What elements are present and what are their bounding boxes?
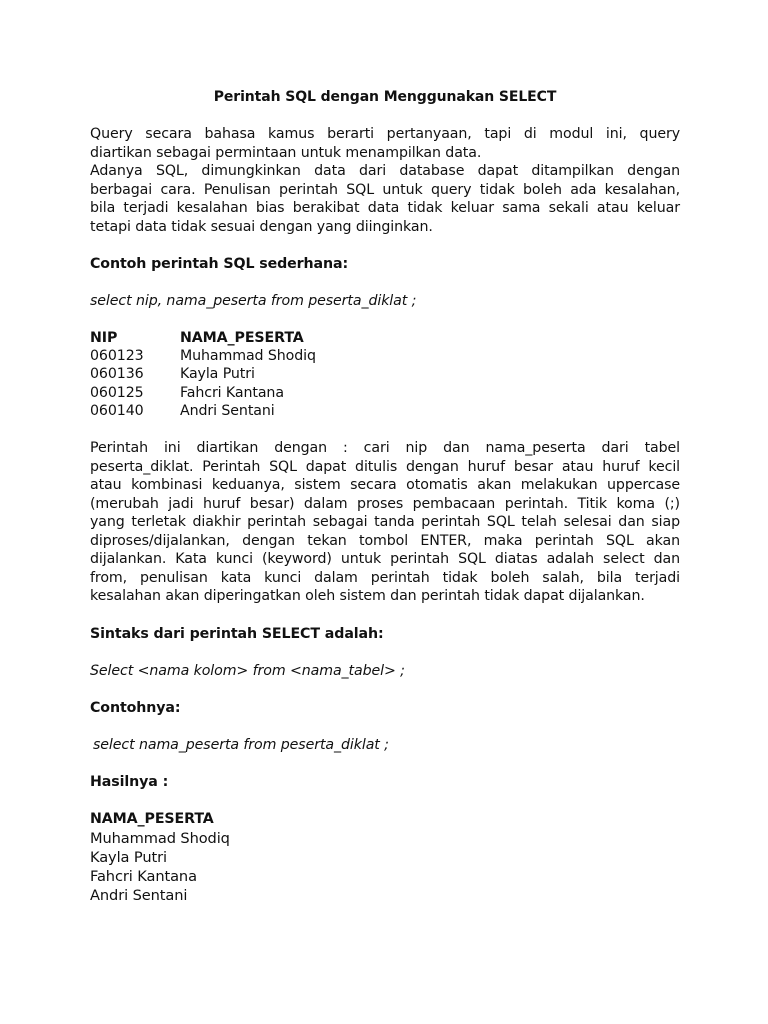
syntax-heading: Sintaks dari perintah SELECT adalah:	[90, 625, 384, 642]
list-item: Fahcri Kantana	[90, 867, 197, 885]
result-heading: Hasilnya :	[90, 773, 169, 790]
intro-line: diartikan sebagai permintaan untuk menampilkan data.	[90, 144, 482, 161]
intro-line: Query secara bahasa kamus berarti pertanyaan, tapi di modul ini, query	[90, 126, 680, 142]
column-header-nama: NAMA_PESERTA	[180, 330, 304, 346]
intro-paragraph	[90, 125, 680, 236]
list-item: Muhammad Shodiq	[90, 829, 230, 847]
table-cell-nama: Andri Sentani	[180, 402, 275, 419]
column-header-nip: NIP	[90, 330, 118, 346]
intro-line: bila terjadi kesalahan bias berakibat data tidak keluar sama sekali atau keluar	[90, 200, 680, 216]
intro-line: tetapi data tidak sesuai dengan yang diinginkan.	[90, 218, 433, 235]
table-cell-nama: Kayla Putri	[180, 366, 255, 383]
table-cell-nip: 060125	[90, 384, 144, 401]
table-row	[90, 402, 680, 420]
explanation-line: yang terletak diakhir perintah sebagai tanda perintah SQL telah selesai dan siap	[90, 514, 680, 531]
example-heading: Contoh perintah SQL sederhana:	[90, 256, 349, 272]
table-cell-nama: Muhammad Shodiq	[180, 348, 316, 365]
table-cell-nip: 060140	[90, 402, 144, 419]
explanation-line: diproses/dijalankan, dengan tekan tombol ENTER, maka perintah SQL akan	[90, 532, 680, 549]
explanation-line: dijalankan. Kata kunci (keyword) untuk perintah SQL diatas adalah select dan	[90, 551, 680, 568]
intro-line: berbagai cara. Penulisan perintah SQL untuk query tidak boleh ada kesalahan,	[90, 181, 680, 198]
example2-heading: Contohnya:	[90, 699, 181, 716]
intro-line: Adanya SQL, dimungkinkan data dari database dapat ditampilkan dengan	[90, 163, 680, 179]
result-list	[90, 810, 680, 905]
table-row	[90, 347, 680, 365]
explanation-line: atau kombinasi keduanya, sistem secara otomatis akan melakukan uppercase	[90, 477, 680, 494]
explanation-line: from, penulisan kata kunci dalam perintah tidak boleh salah, bila terjadi	[90, 569, 680, 586]
list-item: Andri Sentani	[90, 886, 188, 904]
table-cell-nama: Fahcri Kantana	[180, 384, 284, 401]
explanation-line: (merubah jadi huruf besar) dalam proses pembacaan perintah. Titik koma (;)	[90, 495, 680, 512]
table-header-row	[90, 329, 680, 347]
result-table	[90, 329, 680, 420]
example-query: select nip, nama_peserta from peserta_diklat ;	[90, 293, 417, 309]
table-cell-nip: 060136	[90, 366, 144, 383]
page-title: Perintah SQL dengan Menggunakan SELECT	[213, 89, 557, 105]
explanation-line: kesalahan akan diperingatkan oleh sistem dan perintah tidak dapat dijalankan.	[90, 588, 645, 605]
explanation-line: Perintah ini diartikan dengan : cari nip dan nama_peserta dari tabel	[90, 440, 680, 457]
table-cell-nip: 060123	[90, 348, 144, 365]
example2-query: select nama_peserta from peserta_diklat ;	[93, 736, 389, 753]
document-page	[90, 88, 680, 905]
result-column-header: NAMA_PESERTA	[90, 810, 214, 827]
explanation-line: peserta_diklat. Perintah SQL dapat ditulis dengan huruf besar atau huruf kecil	[90, 458, 680, 475]
syntax-text: Select <nama kolom> from <nama_tabel> ;	[90, 662, 405, 679]
explanation-paragraph	[90, 439, 680, 606]
table-row	[90, 384, 680, 402]
table-row	[90, 365, 680, 383]
list-item: Kayla Putri	[90, 848, 167, 866]
